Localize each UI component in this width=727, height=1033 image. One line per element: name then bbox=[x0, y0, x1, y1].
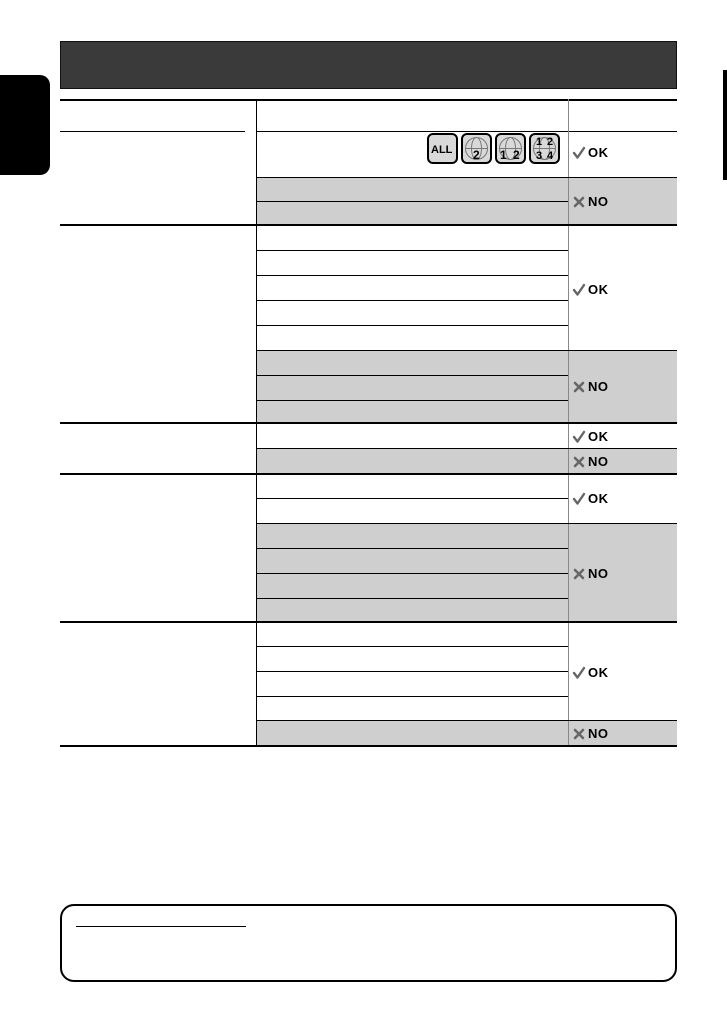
row-rule bbox=[256, 548, 568, 549]
table-top-rule bbox=[60, 99, 677, 101]
no-label: NO bbox=[588, 726, 609, 741]
region-code-icons bbox=[427, 133, 560, 164]
row-rule bbox=[256, 448, 677, 449]
cross-icon bbox=[572, 727, 586, 741]
row-rule bbox=[256, 201, 568, 202]
no-indicator bbox=[572, 454, 609, 469]
checkmark-icon bbox=[572, 283, 586, 297]
row-rule bbox=[256, 646, 568, 647]
ok-indicator bbox=[572, 665, 609, 680]
checkmark-icon bbox=[572, 666, 586, 680]
group-rule bbox=[60, 621, 677, 623]
region-1-2-3-4-icon bbox=[529, 133, 560, 164]
table-bottom-rule bbox=[60, 745, 677, 747]
row-rule bbox=[256, 573, 568, 574]
ok-indicator bbox=[572, 429, 609, 444]
cross-icon bbox=[572, 380, 586, 394]
no-indicator bbox=[572, 566, 609, 581]
row-rule bbox=[256, 177, 677, 178]
note-box bbox=[60, 904, 677, 982]
no-indicator bbox=[572, 379, 609, 394]
ok-label: OK bbox=[588, 491, 609, 506]
ok-indicator bbox=[572, 145, 609, 160]
region-1-label: 1 bbox=[500, 148, 507, 162]
cross-icon bbox=[572, 455, 586, 469]
row-rule bbox=[256, 350, 677, 351]
no-indicator bbox=[572, 194, 609, 209]
edge-marker bbox=[723, 70, 727, 180]
region-1-2-icon bbox=[495, 133, 526, 164]
ok-indicator bbox=[572, 282, 609, 297]
section-title-bar bbox=[60, 41, 677, 89]
row-rule bbox=[256, 275, 568, 276]
row-rule bbox=[256, 498, 568, 499]
note-heading-underline bbox=[76, 926, 246, 927]
region-all-icon bbox=[427, 133, 458, 164]
no-label: NO bbox=[588, 566, 609, 581]
cross-icon bbox=[572, 567, 586, 581]
row-rule bbox=[256, 720, 677, 721]
row-rule bbox=[256, 523, 677, 524]
region-all-label: ALL bbox=[431, 144, 453, 156]
header-bottom-rule bbox=[60, 131, 245, 132]
region-4-label: 4 bbox=[547, 150, 554, 162]
no-row-shade bbox=[256, 350, 568, 423]
no-label: NO bbox=[588, 454, 609, 469]
group-rule bbox=[60, 473, 677, 475]
ok-label: OK bbox=[588, 282, 609, 297]
group-rule bbox=[60, 224, 677, 226]
disc-compatibility-table bbox=[60, 99, 677, 747]
region-2-label: 2 bbox=[547, 136, 554, 148]
region-3-label: 3 bbox=[536, 150, 543, 162]
no-label: NO bbox=[588, 379, 609, 394]
row-rule bbox=[256, 598, 568, 599]
ok-indicator bbox=[572, 491, 609, 506]
checkmark-icon bbox=[572, 430, 586, 444]
header-bottom-rule bbox=[256, 131, 677, 132]
region-2-label: 2 bbox=[473, 148, 480, 162]
cross-icon bbox=[572, 195, 586, 209]
group-rule bbox=[60, 422, 677, 424]
no-indicator bbox=[572, 726, 609, 741]
ok-label: OK bbox=[588, 145, 609, 160]
row-rule bbox=[256, 400, 568, 401]
no-label: NO bbox=[588, 194, 609, 209]
checkmark-icon bbox=[572, 492, 586, 506]
row-rule bbox=[256, 325, 568, 326]
region-2-label: 2 bbox=[513, 148, 520, 162]
row-rule bbox=[256, 375, 568, 376]
row-rule bbox=[256, 696, 568, 697]
row-rule bbox=[256, 300, 568, 301]
region-1-label: 1 bbox=[536, 136, 543, 148]
ok-label: OK bbox=[588, 429, 609, 444]
ok-label: OK bbox=[588, 665, 609, 680]
checkmark-icon bbox=[572, 146, 586, 160]
no-row-shade bbox=[256, 449, 568, 473]
no-row-shade bbox=[256, 721, 568, 745]
region-2-icon bbox=[461, 133, 492, 164]
row-rule bbox=[256, 250, 568, 251]
row-rule bbox=[256, 671, 568, 672]
language-tab bbox=[0, 75, 50, 175]
